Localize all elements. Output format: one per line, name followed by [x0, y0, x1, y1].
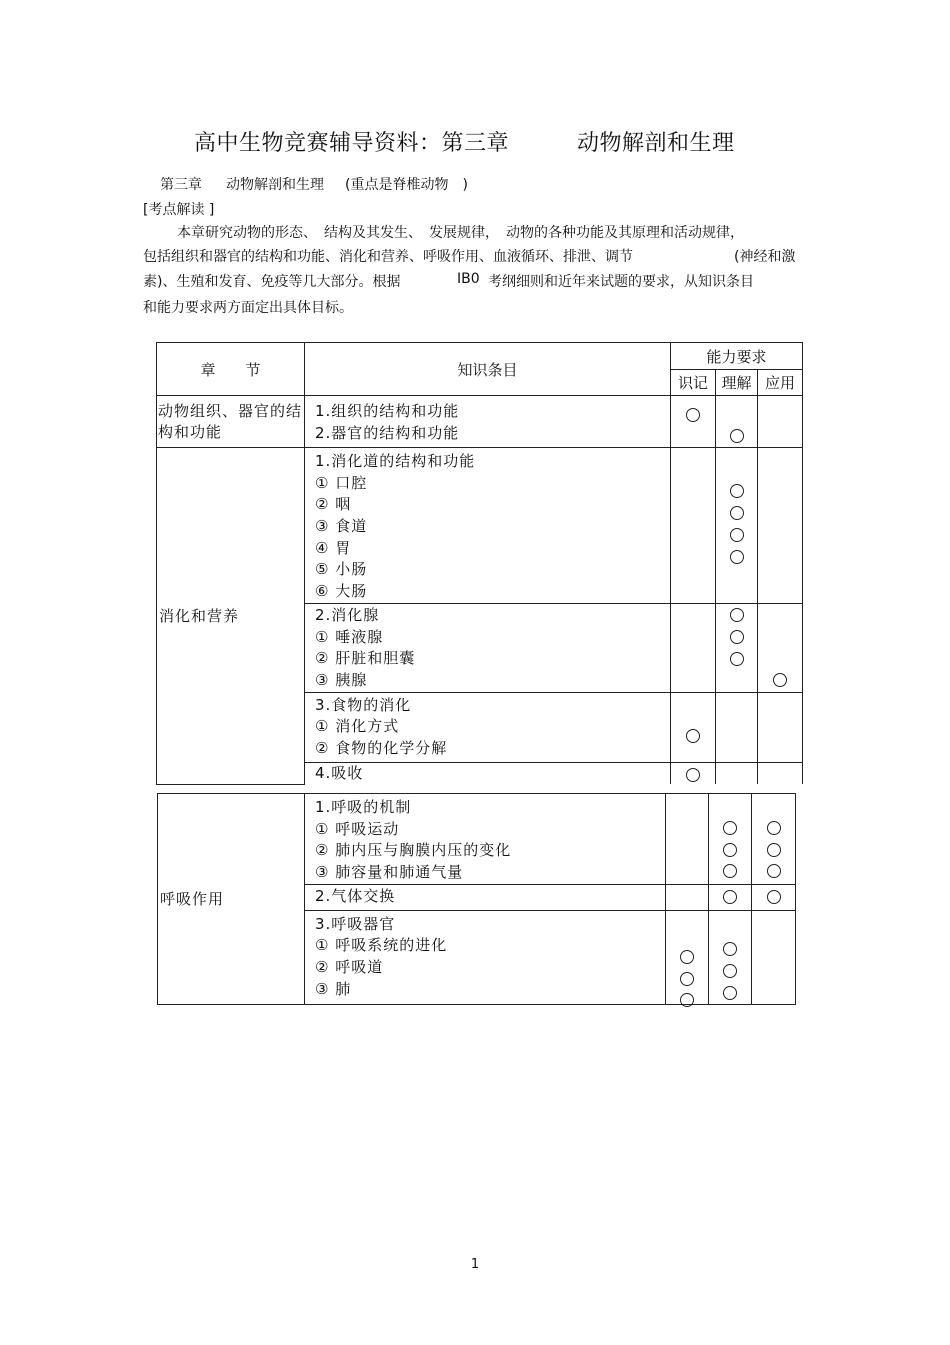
knowledge-item: 1.消化道的结构和功能 [315, 452, 476, 470]
knowledge-item: ③ 肺 [315, 979, 352, 998]
circle-mark [730, 429, 744, 443]
knowledge-item: ② 咽 [315, 495, 352, 514]
knowledge-item: 3.食物的消化 [315, 695, 412, 714]
chapter-digestion: 消化和营养 [157, 448, 305, 785]
knowledge-item: 2.消化腺 [315, 606, 380, 624]
circle-mark [767, 821, 781, 835]
page-number: 1 [470, 1257, 480, 1272]
circle-mark [723, 890, 737, 904]
intro-line-2: 包括组织和器官的结构和功能、消化和营养、呼吸作用、血液循环、排泄、调节 [143, 249, 633, 265]
circle-mark [723, 843, 737, 857]
gas-exchange-items [305, 884, 666, 910]
marks-remember [666, 910, 709, 1004]
knowledge-item: ① 消化方式 [315, 717, 400, 736]
intro-ibo: IB0 [457, 271, 480, 287]
header-understand: 理解 [716, 370, 758, 396]
circle-mark [680, 972, 694, 986]
document-title-part2: 动物解剖和生理 [577, 131, 735, 156]
marks-remember [671, 604, 716, 693]
circle-mark [723, 964, 737, 978]
document-title-part1: 高中生物竞赛辅导资料：第三章 [194, 131, 510, 156]
circle-mark [730, 630, 744, 644]
header-apply: 应用 [758, 370, 803, 396]
circle-mark [686, 768, 700, 782]
header-remember: 识记 [671, 370, 716, 396]
circle-mark [730, 608, 744, 622]
resp-mech-items [305, 794, 666, 885]
marks-remember [666, 794, 709, 885]
intro-line-3-end: 考纲细则和近年来试题的要求，从知识条目 [488, 274, 754, 290]
marks-remember [671, 692, 716, 762]
marks-understand [709, 910, 752, 1004]
circle-mark [773, 673, 787, 687]
marks-understand [716, 762, 758, 784]
marks-apply [758, 604, 803, 693]
knowledge-item: ③ 食道 [315, 517, 368, 536]
chapter-note: (重点是脊椎动物 ) [345, 177, 468, 193]
circle-mark [730, 484, 744, 498]
absorption-items [305, 762, 671, 784]
chapter-tissue-label: 动物组织、器官的结构和功能 [158, 402, 303, 441]
knowledge-item: ① 唾液腺 [315, 627, 384, 646]
knowledge-item: ② 呼吸道 [315, 958, 384, 977]
intro-line-1: 本章研究动物的形态、 结构及其发生、 发展规律， 动物的各种功能及其原理和活动规律， [177, 225, 744, 241]
knowledge-item: 2.气体交换 [315, 886, 396, 905]
knowledge-item: 4.吸收 [315, 763, 364, 782]
intro-line-3: 素)、生殖和发育、免疫等几大部分。根据 [143, 274, 401, 290]
circle-mark [730, 550, 744, 564]
knowledge-item: ① 呼吸运动 [315, 819, 400, 838]
marks-apply [752, 910, 796, 1004]
circle-mark [767, 890, 781, 904]
circle-mark [723, 864, 737, 878]
circle-mark [723, 821, 737, 835]
marks-understand [716, 604, 758, 693]
knowledge-item: ① 口腔 [315, 473, 368, 492]
marks-remember [671, 762, 716, 784]
knowledge-item: ⑤ 小肠 [315, 560, 368, 579]
marks-apply [758, 692, 803, 762]
objectives-table-1 [156, 342, 803, 785]
marks-understand [716, 448, 758, 604]
knowledge-item: ② 肺内压与胸膜内压的变化 [315, 841, 512, 860]
circle-mark [767, 843, 781, 857]
circle-mark [730, 506, 744, 520]
food-digest-items [305, 692, 671, 762]
circle-mark [686, 408, 700, 422]
circle-mark [723, 986, 737, 1000]
header-chapter: 章 节 [157, 343, 305, 396]
knowledge-item: ③ 胰腺 [315, 671, 368, 690]
knowledge-item: ① 呼吸系统的进化 [315, 936, 448, 955]
chapter-number: 第三章 [160, 177, 202, 193]
circle-mark [680, 950, 694, 964]
intro-line-4: 和能力要求两方面定出具体目标。 [143, 300, 353, 316]
circle-mark [767, 864, 781, 878]
intro-line-2-end: (神经和激 [734, 249, 796, 265]
knowledge-item: ② 肝脏和胆囊 [315, 649, 416, 668]
marks-understand [716, 692, 758, 762]
knowledge-item: 1.组织的结构和功能 [315, 402, 460, 420]
marks-understand [709, 794, 752, 885]
knowledge-item: ③ 肺容量和肺通气量 [315, 863, 464, 882]
marks-apply [758, 762, 803, 784]
marks-remember [671, 448, 716, 604]
circle-mark [686, 729, 700, 743]
marks-remember [666, 884, 709, 910]
circle-mark [730, 652, 744, 666]
knowledge-item: 1.呼吸的机制 [315, 798, 412, 816]
resp-organ-items [305, 910, 666, 1004]
chapter-respiration: 呼吸作用 [158, 794, 305, 1005]
objectives-table-2 [157, 793, 796, 1005]
chapter-name: 动物解剖和生理 [226, 177, 324, 193]
digest-gland-items [305, 604, 671, 693]
circle-mark [680, 993, 694, 1007]
knowledge-item: 2.器官的结构和功能 [315, 423, 460, 442]
marks-apply [758, 396, 803, 448]
marks-understand [709, 884, 752, 910]
header-knowledge: 知识条目 [305, 343, 671, 396]
knowledge-item: ② 食物的化学分解 [315, 739, 448, 758]
knowledge-item: 3.呼吸器官 [315, 914, 396, 933]
circle-mark [723, 942, 737, 956]
chapter-tissue [157, 396, 305, 448]
knowledge-item: ⑥ 大肠 [315, 582, 368, 601]
knowledge-item: ④ 胃 [315, 538, 352, 557]
digest-tract-items [305, 448, 671, 604]
circle-mark [730, 528, 744, 542]
tissue-items [305, 396, 671, 448]
marks-apply [752, 794, 796, 885]
header-ability: 能力要求 [671, 343, 803, 370]
marks-apply [758, 448, 803, 604]
marks-understand [716, 396, 758, 448]
marks-apply [752, 884, 796, 910]
marks-remember [671, 396, 716, 448]
section-label: [考点解读 ] [143, 202, 215, 218]
